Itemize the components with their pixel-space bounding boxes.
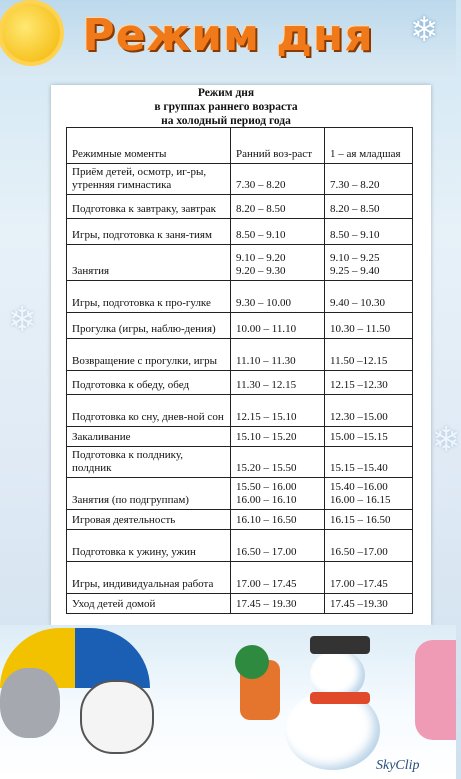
heading-line: Режим дня [197, 87, 255, 99]
time-cell: 12.15 – 15.10 [231, 395, 325, 427]
time-cell: 15.15 –15.40 [325, 447, 413, 478]
table-row [67, 339, 413, 371]
time-cell: 9.10 – 9.25 9.25 – 9.40 [325, 245, 413, 281]
table-row [67, 313, 413, 339]
mouse-illustration [80, 680, 154, 754]
child-hat-illustration [235, 645, 269, 679]
heading-line: в группах раннего возраста [154, 101, 298, 113]
activity-cell: Игры, подготовка к заня-тиям [67, 219, 231, 245]
activity-cell: Подготовка ко сну, днев-ной сон [67, 395, 231, 427]
time-cell: 7.30 – 8.20 [325, 164, 413, 195]
time-cell: 10.00 – 11.10 [231, 313, 325, 339]
table-row [67, 478, 413, 510]
snowflake-icon: ❄ [410, 12, 439, 49]
activity-cell: Приём детей, осмотр, иг-ры, утренняя гимнастика [67, 164, 231, 195]
page-title: Режим дня [82, 10, 374, 61]
document-heading [51, 86, 401, 128]
watermark: SkyClip [376, 758, 420, 773]
time-cell: 8.50 – 9.10 [231, 219, 325, 245]
time-cell: 9.10 – 9.20 9.20 – 9.30 [231, 245, 325, 281]
table-row [67, 219, 413, 245]
table-row [67, 594, 413, 614]
time-cell: 16.50 –17.00 [325, 530, 413, 562]
activity-cell: Прогулка (игры, наблю-дения) [67, 313, 231, 339]
time-cell: 17.45 –19.30 [325, 594, 413, 614]
activity-cell: Подготовка к полднику, полдник [67, 447, 231, 478]
time-cell: 16.50 – 17.00 [231, 530, 325, 562]
snowman-hat-illustration [310, 636, 370, 654]
time-cell: 8.50 – 9.10 [325, 219, 413, 245]
time-cell: 11.10 – 11.30 [231, 339, 325, 371]
time-cell: 9.40 – 10.30 [325, 281, 413, 313]
time-cell: 15.10 – 15.20 [231, 427, 325, 447]
column-header: Ранний воз-раст [231, 128, 325, 164]
time-cell: 15.40 –16.00 16.00 – 16.15 [325, 478, 413, 510]
activity-cell: Занятия (по подгруппам) [67, 478, 231, 510]
mouse-illustration [0, 668, 60, 738]
table-row [67, 245, 413, 281]
time-cell: 15.20 – 15.50 [231, 447, 325, 478]
activity-cell: Подготовка к ужину, ужин [67, 530, 231, 562]
girl-illustration [415, 640, 456, 740]
time-cell: 15.50 – 16.00 16.00 – 16.10 [231, 478, 325, 510]
time-cell: 17.00 – 17.45 [231, 562, 325, 594]
table-row [67, 281, 413, 313]
table-row [67, 530, 413, 562]
table-row [67, 510, 413, 530]
time-cell: 16.15 – 16.50 [325, 510, 413, 530]
activity-cell: Занятия [67, 245, 231, 281]
table-row [67, 371, 413, 395]
table-row [67, 395, 413, 427]
time-cell: 11.30 – 12.15 [231, 371, 325, 395]
snowman-scarf-illustration [310, 692, 370, 704]
time-cell: 7.30 – 8.20 [231, 164, 325, 195]
activity-cell: Игры, индивидуальная работа [67, 562, 231, 594]
table-row [67, 427, 413, 447]
column-header: 1 – ая младшая [325, 128, 413, 164]
activity-cell: Подготовка к обеду, обед [67, 371, 231, 395]
time-cell: 12.30 –15.00 [325, 395, 413, 427]
heading-line: на холодный период года [161, 115, 291, 127]
time-cell: 10.30 – 11.50 [325, 313, 413, 339]
column-header: Режимные моменты [67, 128, 231, 164]
table-header-row [67, 128, 413, 164]
activity-cell: Игровая деятельность [67, 510, 231, 530]
activity-cell: Подготовка к завтраку, завтрак [67, 195, 231, 219]
activity-cell: Уход детей домой [67, 594, 231, 614]
time-cell: 17.45 – 19.30 [231, 594, 325, 614]
activity-cell: Закаливание [67, 427, 231, 447]
table-row [67, 164, 413, 195]
snowflake-icon: ❄ [8, 302, 37, 339]
time-cell: 11.50 –12.15 [325, 339, 413, 371]
time-cell: 12.15 –12.30 [325, 371, 413, 395]
table-row [67, 195, 413, 219]
time-cell: 16.10 – 16.50 [231, 510, 325, 530]
schedule-table [66, 127, 413, 614]
time-cell: 9.30 – 10.00 [231, 281, 325, 313]
table-row [67, 562, 413, 594]
activity-cell: Возвращение с прогулки, игры [67, 339, 231, 371]
time-cell: 15.00 –15.15 [325, 427, 413, 447]
table-row [67, 447, 413, 478]
snowflake-icon: ❄ [432, 422, 461, 459]
time-cell: 8.20 – 8.50 [231, 195, 325, 219]
activity-cell: Игры, подготовка к про-гулке [67, 281, 231, 313]
time-cell: 17.00 –17.45 [325, 562, 413, 594]
time-cell: 8.20 – 8.50 [325, 195, 413, 219]
